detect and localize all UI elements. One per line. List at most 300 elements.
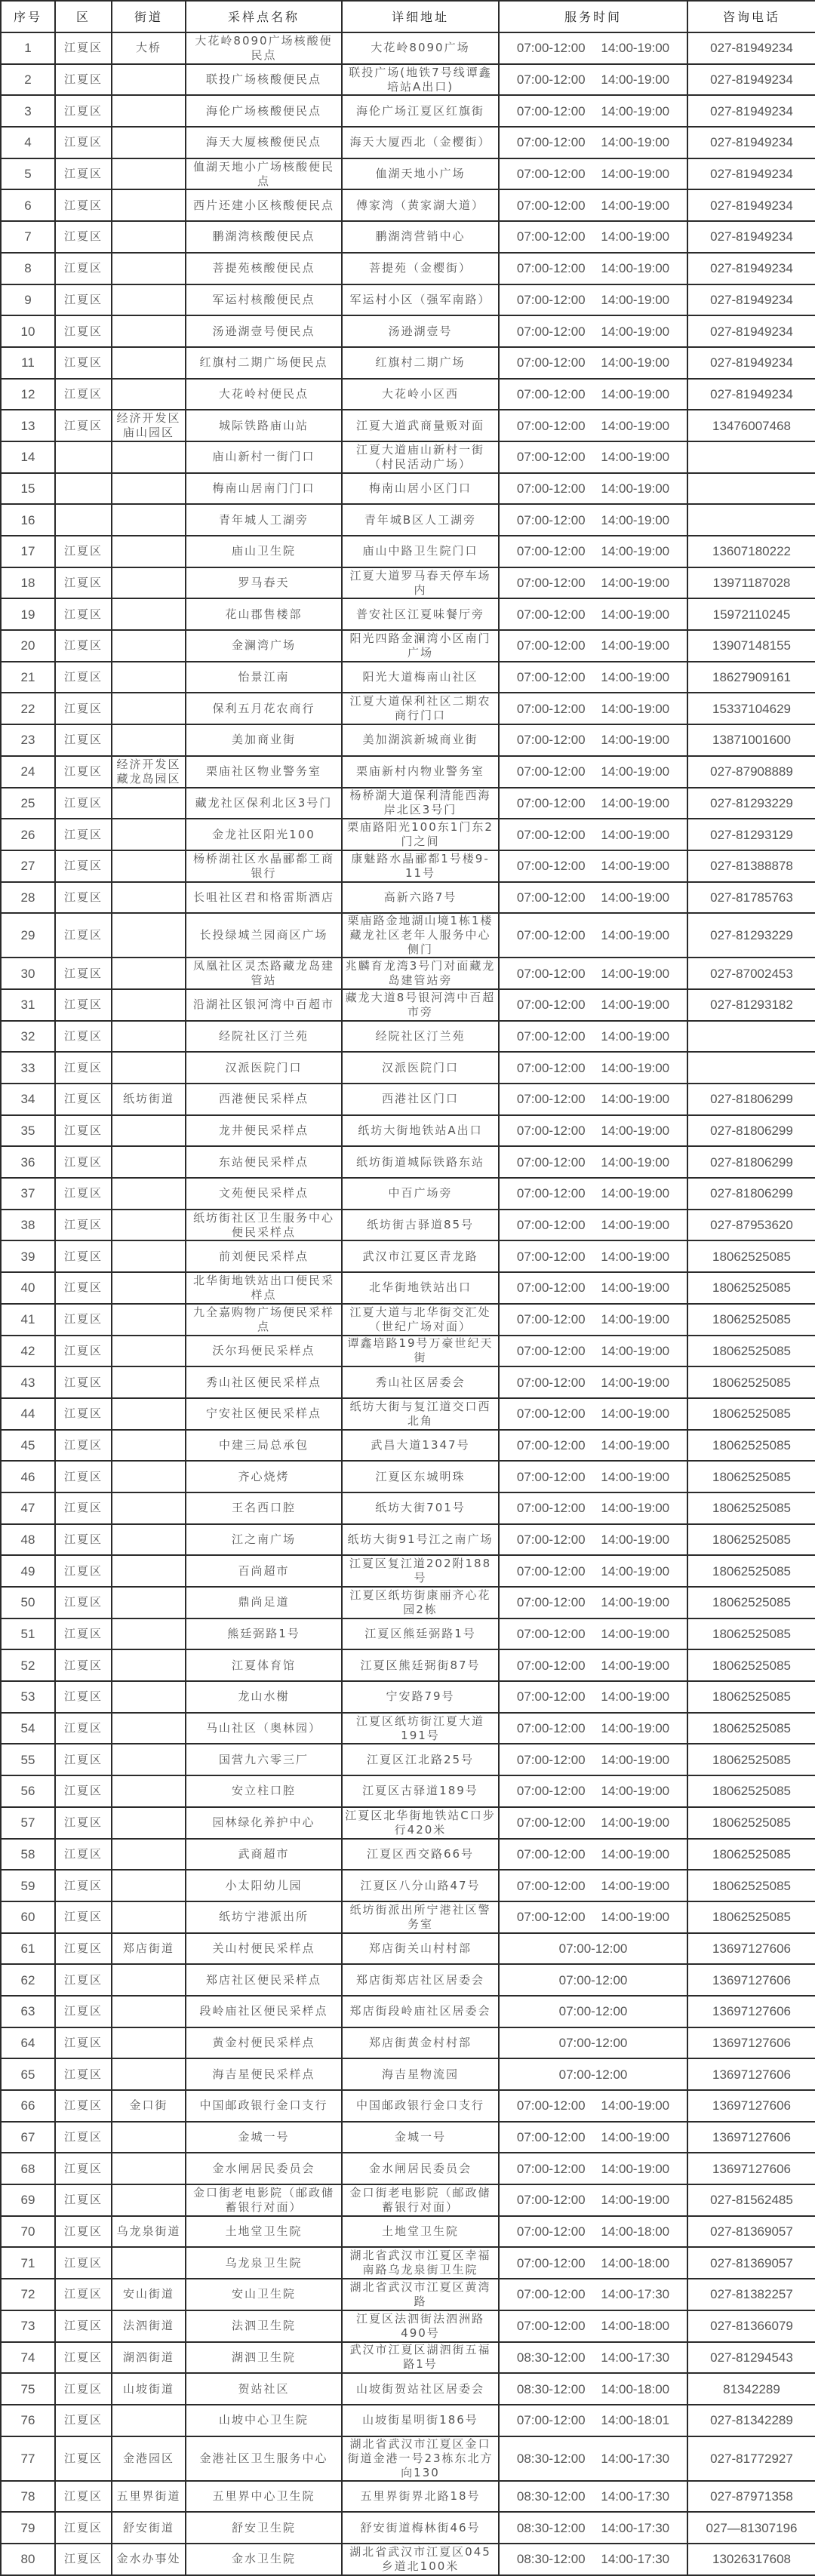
cell-address: 江夏区古驿道189号 (342, 1775, 499, 1807)
cell-address: 五里界街界北路18号 (342, 2481, 499, 2513)
cell-street (112, 1587, 186, 1618)
cell-index: 29 (1, 913, 55, 958)
cell-phone: 027-81949234 (687, 95, 815, 127)
cell-site-name: 汤逊湖壹号便民点 (186, 315, 342, 347)
cell-street (112, 567, 186, 599)
cell-site-name: 军运村核酸便民点 (186, 284, 342, 316)
table-row (1, 2405, 815, 2436)
cell-service-time: 07:00-12:00 (499, 2058, 687, 2090)
cell-service-time: 07:00-12:00 14:00-19:00 (499, 1366, 687, 1398)
cell-phone: 18062525085 (687, 1555, 815, 1587)
cell-service-time: 07:00-12:00 14:00-19:00 (499, 1398, 687, 1430)
cell-service-time: 07:00-12:00 14:00-19:00 (499, 536, 687, 567)
cell-site-name: 城际铁路庙山站 (186, 410, 342, 441)
cell-index: 7 (1, 221, 55, 253)
cell-service-time: 07:00-12:00 14:00-18:00 (499, 2247, 687, 2279)
cell-index: 21 (1, 662, 55, 693)
cell-service-time: 08:30-12:00 14:00-18:00 (499, 2373, 687, 2405)
cell-street (112, 1839, 186, 1871)
cell-address: 宁安路79号 (342, 1681, 499, 1713)
cell-index: 55 (1, 1744, 55, 1775)
cell-street (112, 1430, 186, 1462)
cell-address: 海天大厦西北（金樱街） (342, 127, 499, 158)
cell-address: 金城一号 (342, 2122, 499, 2153)
cell-index: 80 (1, 2544, 55, 2575)
cell-street (112, 1744, 186, 1775)
cell-address: 江夏大道武商量贩对面 (342, 410, 499, 441)
cell-site-name: 法泗卫生院 (186, 2310, 342, 2342)
cell-service-time: 07:00-12:00 14:00-19:00 (499, 1775, 687, 1807)
cell-phone: 18062525085 (687, 1272, 815, 1304)
cell-street (112, 788, 186, 819)
cell-site-name: 武商超市 (186, 1839, 342, 1871)
cell-district: 江夏区 (55, 598, 112, 630)
cell-district: 江夏区 (55, 1839, 112, 1871)
cell-phone: 027-81785763 (687, 882, 815, 914)
cell-index: 15 (1, 473, 55, 505)
cell-street (112, 253, 186, 284)
cell-address: 栗庙新村内物业警务室 (342, 756, 499, 788)
cell-district: 江夏区 (55, 347, 112, 379)
cell-site-name: 金水卫生院 (186, 2544, 342, 2575)
cell-street (112, 958, 186, 989)
cell-district: 江夏区 (55, 1492, 112, 1524)
cell-service-time: 07:00-12:00 14:00-19:00 (499, 1524, 687, 1556)
cell-district: 江夏区 (55, 662, 112, 693)
cell-site-name: 花山郡售楼部 (186, 598, 342, 630)
cell-district: 江夏区 (55, 788, 112, 819)
cell-index: 3 (1, 95, 55, 127)
table-row (1, 410, 815, 441)
cell-district: 江夏区 (55, 1336, 112, 1367)
cell-service-time: 07:00-12:00 14:00-19:00 (499, 127, 687, 158)
cell-street: 经济开发区藏龙岛园区 (112, 756, 186, 788)
cell-address: 海吉星物流园 (342, 2058, 499, 2090)
cell-index: 9 (1, 284, 55, 316)
cell-address: 山坡街星明街186号 (342, 2405, 499, 2436)
cell-index: 1 (1, 32, 55, 64)
cell-street (112, 1524, 186, 1556)
cell-district: 江夏区 (55, 127, 112, 158)
cell-index: 24 (1, 756, 55, 788)
header-phone: 咨询电话 (687, 1, 815, 32)
cell-phone: 18062525085 (687, 1807, 815, 1839)
table-row (1, 1870, 815, 1901)
cell-site-name: 关山村便民采样点 (186, 1933, 342, 1965)
cell-address: 经院社区汀兰苑 (342, 1021, 499, 1053)
cell-site-name: 安山卫生院 (186, 2279, 342, 2310)
table-row (1, 2279, 815, 2310)
cell-street (112, 598, 186, 630)
cell-service-time: 07:00-12:00 14:00-19:00 (499, 64, 687, 96)
cell-index: 44 (1, 1398, 55, 1430)
table-row (1, 1430, 815, 1462)
cell-address: 北华街地铁站出口 (342, 1272, 499, 1304)
cell-street (112, 882, 186, 914)
cell-district: 江夏区 (55, 1178, 112, 1210)
cell-service-time: 07:00-12:00 14:00-19:00 (499, 598, 687, 630)
cell-street (112, 1304, 186, 1336)
cell-street (112, 379, 186, 410)
cell-service-time: 07:00-12:00 14:00-19:00 (499, 1713, 687, 1744)
cell-service-time: 07:00-12:00 14:00-19:00 (499, 989, 687, 1021)
cell-site-name: 纸坊宁港派出所 (186, 1901, 342, 1933)
cell-phone: 027-81806299 (687, 1146, 815, 1178)
cell-street (112, 441, 186, 473)
cell-service-time: 07:00-12:00 14:00-19:00 (499, 1587, 687, 1618)
table-row (1, 1115, 815, 1147)
cell-phone: 18062525085 (687, 1461, 815, 1492)
cell-index: 14 (1, 441, 55, 473)
cell-phone: 18062525085 (687, 1336, 815, 1367)
cell-address: 山坡街贺站社区居委会 (342, 2373, 499, 2405)
cell-site-name: 中国邮政银行金口支行 (186, 2090, 342, 2122)
cell-street (112, 2247, 186, 2279)
cell-index: 22 (1, 693, 55, 724)
cell-service-time: 07:00-12:00 14:00-19:00 (499, 693, 687, 724)
table-header-row (1, 1, 815, 32)
cell-phone: 18627909161 (687, 662, 815, 693)
cell-site-name: 马山社区（奥林园） (186, 1713, 342, 1744)
cell-address: 江夏大道与北华街交汇处（世纪广场对面） (342, 1304, 499, 1336)
cell-district: 江夏区 (55, 1084, 112, 1115)
cell-address: 江夏大道保利社区二期农商行门口 (342, 693, 499, 724)
cell-district: 江夏区 (55, 1681, 112, 1713)
cell-site-name: 纸坊街社区卫生服务中心便民采样点 (186, 1210, 342, 1241)
cell-address: 江夏区复江道202附188号 (342, 1555, 499, 1587)
cell-street: 法泗街道 (112, 2310, 186, 2342)
cell-phone: 027-81806299 (687, 1178, 815, 1210)
cell-street (112, 1901, 186, 1933)
cell-site-name: 秀山社区便民采样点 (186, 1366, 342, 1398)
cell-address: 纸坊大街地铁站A出口 (342, 1115, 499, 1147)
table-row (1, 1084, 815, 1115)
table-row (1, 662, 815, 693)
cell-street (112, 284, 186, 316)
cell-service-time: 07:00-12:00 14:00-19:00 (499, 32, 687, 64)
cell-phone: 18062525085 (687, 1649, 815, 1681)
cell-site-name: 前刘便民采样点 (186, 1240, 342, 1272)
cell-site-name: 金港社区卫生服务中心 (186, 2436, 342, 2481)
cell-street (112, 1272, 186, 1304)
cell-index: 38 (1, 1210, 55, 1241)
cell-street (112, 1336, 186, 1367)
table-row (1, 2027, 815, 2059)
cell-phone: 027-81294543 (687, 2342, 815, 2374)
cell-service-time: 08:30-12:00 14:00-17:30 (499, 2481, 687, 2513)
table-row (1, 1996, 815, 2027)
cell-address: 纸坊街古驿道85号 (342, 1210, 499, 1241)
cell-phone (687, 1021, 815, 1053)
cell-district: 江夏区 (55, 1870, 112, 1901)
table-row (1, 2247, 815, 2279)
cell-index: 43 (1, 1366, 55, 1398)
cell-address: 江夏区八分山路47号 (342, 1870, 499, 1901)
cell-address: 菩提苑（金樱街） (342, 253, 499, 284)
table-row (1, 158, 815, 190)
cell-street (112, 315, 186, 347)
cell-site-name: 湖泗卫生院 (186, 2342, 342, 2374)
table-row (1, 1933, 815, 1965)
cell-site-name: 罗马春天 (186, 567, 342, 599)
cell-site-name: 金龙社区阳光100 (186, 819, 342, 850)
cell-service-time: 07:00-12:00 (499, 1996, 687, 2027)
cell-district: 江夏区 (55, 2310, 112, 2342)
cell-street (112, 504, 186, 536)
cell-street: 郑店街道 (112, 1933, 186, 1965)
cell-phone: 18062525085 (687, 1775, 815, 1807)
cell-district: 江夏区 (55, 1649, 112, 1681)
cell-service-time: 07:00-12:00 14:00-19:00 (499, 1021, 687, 1053)
cell-service-time: 07:00-12:00 14:00-19:00 (499, 1744, 687, 1775)
cell-index: 28 (1, 882, 55, 914)
cell-index: 74 (1, 2342, 55, 2374)
cell-phone: 027-81949234 (687, 347, 815, 379)
cell-service-time: 07:00-12:00 14:00-18:00 (499, 2216, 687, 2248)
cell-phone: 027-81949234 (687, 127, 815, 158)
cell-phone: 027-81949234 (687, 189, 815, 221)
cell-phone: 13697127606 (687, 1933, 815, 1965)
cell-phone: 13476007468 (687, 410, 815, 441)
cell-street (112, 189, 186, 221)
table-row (1, 1964, 815, 1996)
cell-address: 红旗村二期广场 (342, 347, 499, 379)
cell-street (112, 1492, 186, 1524)
cell-site-name: 侐湖天地小广场核酸便民点 (186, 158, 342, 190)
cell-site-name: 西片还建小区核酸便民点 (186, 189, 342, 221)
cell-district: 江夏区 (55, 2216, 112, 2248)
cell-address: 武汉市江夏区湖泗街五福路1号 (342, 2342, 499, 2374)
table-row (1, 2216, 815, 2248)
cell-index: 27 (1, 850, 55, 882)
cell-index: 4 (1, 127, 55, 158)
cell-service-time: 07:00-12:00 (499, 1933, 687, 1965)
cell-district: 江夏区 (55, 2373, 112, 2405)
cell-address: 梅南山居小区门口 (342, 473, 499, 505)
cell-service-time: 07:00-12:00 14:00-19:00 (499, 315, 687, 347)
cell-phone: 027-81388878 (687, 850, 815, 882)
cell-phone: 027-81293229 (687, 788, 815, 819)
table-row (1, 441, 815, 473)
cell-street: 大桥 (112, 32, 186, 64)
cell-district: 江夏区 (55, 1618, 112, 1650)
table-row (1, 127, 815, 158)
cell-district: 江夏区 (55, 1555, 112, 1587)
cell-street (112, 1052, 186, 1084)
cell-site-name: 龙山水榭 (186, 1681, 342, 1713)
cell-address: 舒安街道梅林街46号 (342, 2512, 499, 2544)
cell-index: 70 (1, 2216, 55, 2248)
table-row (1, 1649, 815, 1681)
cell-index: 66 (1, 2090, 55, 2122)
table-row (1, 724, 815, 756)
cell-address: 汉派医院门口 (342, 1052, 499, 1084)
cell-service-time: 07:00-12:00 14:00-19:00 (499, 1210, 687, 1241)
cell-district: 江夏区 (55, 567, 112, 599)
cell-district: 江夏区 (55, 379, 112, 410)
cell-index: 46 (1, 1461, 55, 1492)
table-row (1, 1901, 815, 1933)
cell-phone: 18062525085 (687, 1366, 815, 1398)
cell-address: 纸坊街道城际铁路东站 (342, 1146, 499, 1178)
cell-address: 湖北省武汉市江夏区金口街道金港一号23栋东北方向130 (342, 2436, 499, 2481)
cell-phone: 027-81772927 (687, 2436, 815, 2481)
cell-district: 江夏区 (55, 1146, 112, 1178)
cell-site-name: 金水闸居民委员会 (186, 2153, 342, 2184)
cell-index: 68 (1, 2153, 55, 2184)
cell-site-name: 郑店社区便民采样点 (186, 1964, 342, 1996)
cell-index: 47 (1, 1492, 55, 1524)
cell-district: 江夏区 (55, 1807, 112, 1839)
cell-service-time: 07:00-12:00 14:00-19:00 (499, 284, 687, 316)
cell-street: 安山街道 (112, 2279, 186, 2310)
table-row (1, 1052, 815, 1084)
cell-service-time: 07:00-12:00 14:00-19:00 (499, 2090, 687, 2122)
cell-address: 江夏区江北路25号 (342, 1744, 499, 1775)
cell-index: 51 (1, 1618, 55, 1650)
cell-index: 30 (1, 958, 55, 989)
cell-site-name: 北华街地铁站出口便民采样点 (186, 1272, 342, 1304)
cell-site-name: 贺站社区 (186, 2373, 342, 2405)
table-row (1, 1240, 815, 1272)
cell-phone: 18062525085 (687, 1839, 815, 1871)
table-row (1, 1272, 815, 1304)
cell-site-name: 中建三局总承包 (186, 1430, 342, 1462)
cell-site-name: 联投广场核酸便民点 (186, 64, 342, 96)
table-row (1, 1681, 815, 1713)
cell-street (112, 536, 186, 567)
cell-index: 73 (1, 2310, 55, 2342)
cell-service-time: 07:00-12:00 14:00-19:00 (499, 567, 687, 599)
cell-address: 鹏湖湾营销中心 (342, 221, 499, 253)
cell-service-time: 07:00-12:00 14:00-19:00 (499, 158, 687, 190)
cell-district: 江夏区 (55, 1430, 112, 1462)
cell-street (112, 1115, 186, 1147)
cell-index: 52 (1, 1649, 55, 1681)
cell-index: 56 (1, 1775, 55, 1807)
cell-street (112, 2027, 186, 2059)
table-row (1, 1807, 815, 1839)
cell-site-name: 青年城人工湖旁 (186, 504, 342, 536)
cell-district: 江夏区 (55, 2090, 112, 2122)
table-row (1, 536, 815, 567)
cell-service-time: 07:00-12:00 (499, 2027, 687, 2059)
cell-index: 61 (1, 1933, 55, 1965)
cell-street (112, 1240, 186, 1272)
cell-service-time: 07:00-12:00 14:00-19:00 (499, 788, 687, 819)
cell-address: 江夏区法泗街法泗洲路490号 (342, 2310, 499, 2342)
cell-service-time: 07:00-12:00 14:00-19:00 (499, 441, 687, 473)
table-row (1, 2184, 815, 2216)
header-address: 详细地址 (342, 1, 499, 32)
cell-site-name: 保利五月花农商行 (186, 693, 342, 724)
cell-index: 67 (1, 2122, 55, 2153)
cell-phone: 13697127606 (687, 2027, 815, 2059)
cell-site-name: 海伦广场核酸便民点 (186, 95, 342, 127)
cell-index: 17 (1, 536, 55, 567)
cell-index: 62 (1, 1964, 55, 1996)
cell-service-time: 07:00-12:00 14:00-19:00 (499, 504, 687, 536)
cell-address: 纸坊大街91号江之南广场 (342, 1524, 499, 1556)
cell-phone: 18062525085 (687, 1901, 815, 1933)
cell-index: 41 (1, 1304, 55, 1336)
table-row (1, 1744, 815, 1775)
table-row (1, 567, 815, 599)
cell-street (112, 913, 186, 958)
cell-index: 65 (1, 2058, 55, 2090)
cell-district: 江夏区 (55, 410, 112, 441)
cell-service-time: 07:00-12:00 (499, 1964, 687, 1996)
cell-index: 23 (1, 724, 55, 756)
cell-phone (687, 473, 815, 505)
cell-phone: 027-81949234 (687, 64, 815, 96)
cell-phone (687, 441, 815, 473)
cell-district: 江夏区 (55, 1115, 112, 1147)
cell-street: 纸坊街道 (112, 1084, 186, 1115)
cell-phone: 027-87908889 (687, 756, 815, 788)
cell-phone: 18062525085 (687, 1618, 815, 1650)
cell-phone: 13697127606 (687, 2058, 815, 2090)
table-row (1, 504, 815, 536)
cell-street (112, 1461, 186, 1492)
table-row (1, 315, 815, 347)
cell-site-name: 庙山卫生院 (186, 536, 342, 567)
cell-phone: 027-81369057 (687, 2216, 815, 2248)
cell-site-name: 龙井便民采样点 (186, 1115, 342, 1147)
cell-district: 江夏区 (55, 1210, 112, 1241)
cell-street (112, 95, 186, 127)
cell-phone: 15972110245 (687, 598, 815, 630)
cell-street (112, 1146, 186, 1178)
cell-address: 中百广场旁 (342, 1178, 499, 1210)
cell-index: 71 (1, 2247, 55, 2279)
cell-phone: 027-81949234 (687, 315, 815, 347)
cell-index: 11 (1, 347, 55, 379)
cell-district: 江夏区 (55, 819, 112, 850)
cell-phone: 027-81806299 (687, 1115, 815, 1147)
cell-phone: 027-81949234 (687, 158, 815, 190)
cell-site-name: 江之南广场 (186, 1524, 342, 1556)
cell-district: 江夏区 (55, 1366, 112, 1398)
cell-district: 江夏区 (55, 2436, 112, 2481)
cell-site-name: 园林绿化养护中心 (186, 1807, 342, 1839)
header-district: 区 (55, 1, 112, 32)
cell-address: 江夏大道罗马春天停车场内 (342, 567, 499, 599)
cell-street (112, 1964, 186, 1996)
cell-index: 20 (1, 630, 55, 662)
cell-street (112, 1398, 186, 1430)
cell-district: 江夏区 (55, 989, 112, 1021)
table-row (1, 189, 815, 221)
cell-site-name: 红旗村二期广场便民点 (186, 347, 342, 379)
cell-site-name: 五里界中心卫生院 (186, 2481, 342, 2513)
cell-address: 阳光大道梅南山社区 (342, 662, 499, 693)
cell-site-name: 梅南山居南门门口 (186, 473, 342, 505)
table-row (1, 1461, 815, 1492)
cell-index: 77 (1, 2436, 55, 2481)
cell-district: 江夏区 (55, 1272, 112, 1304)
cell-district: 江夏区 (55, 630, 112, 662)
table-row (1, 819, 815, 850)
cell-district: 江夏区 (55, 1461, 112, 1492)
cell-address: 金口街老电影院（邮政储蓄银行对面） (342, 2184, 499, 2216)
cell-phone: 13697127606 (687, 2122, 815, 2153)
cell-phone: 027-81949234 (687, 253, 815, 284)
cell-address: 杨桥湖大道保利清能西海岸北区3号门 (342, 788, 499, 819)
cell-index: 33 (1, 1052, 55, 1084)
cell-district: 江夏区 (55, 32, 112, 64)
cell-phone: 13697127606 (687, 1996, 815, 2027)
